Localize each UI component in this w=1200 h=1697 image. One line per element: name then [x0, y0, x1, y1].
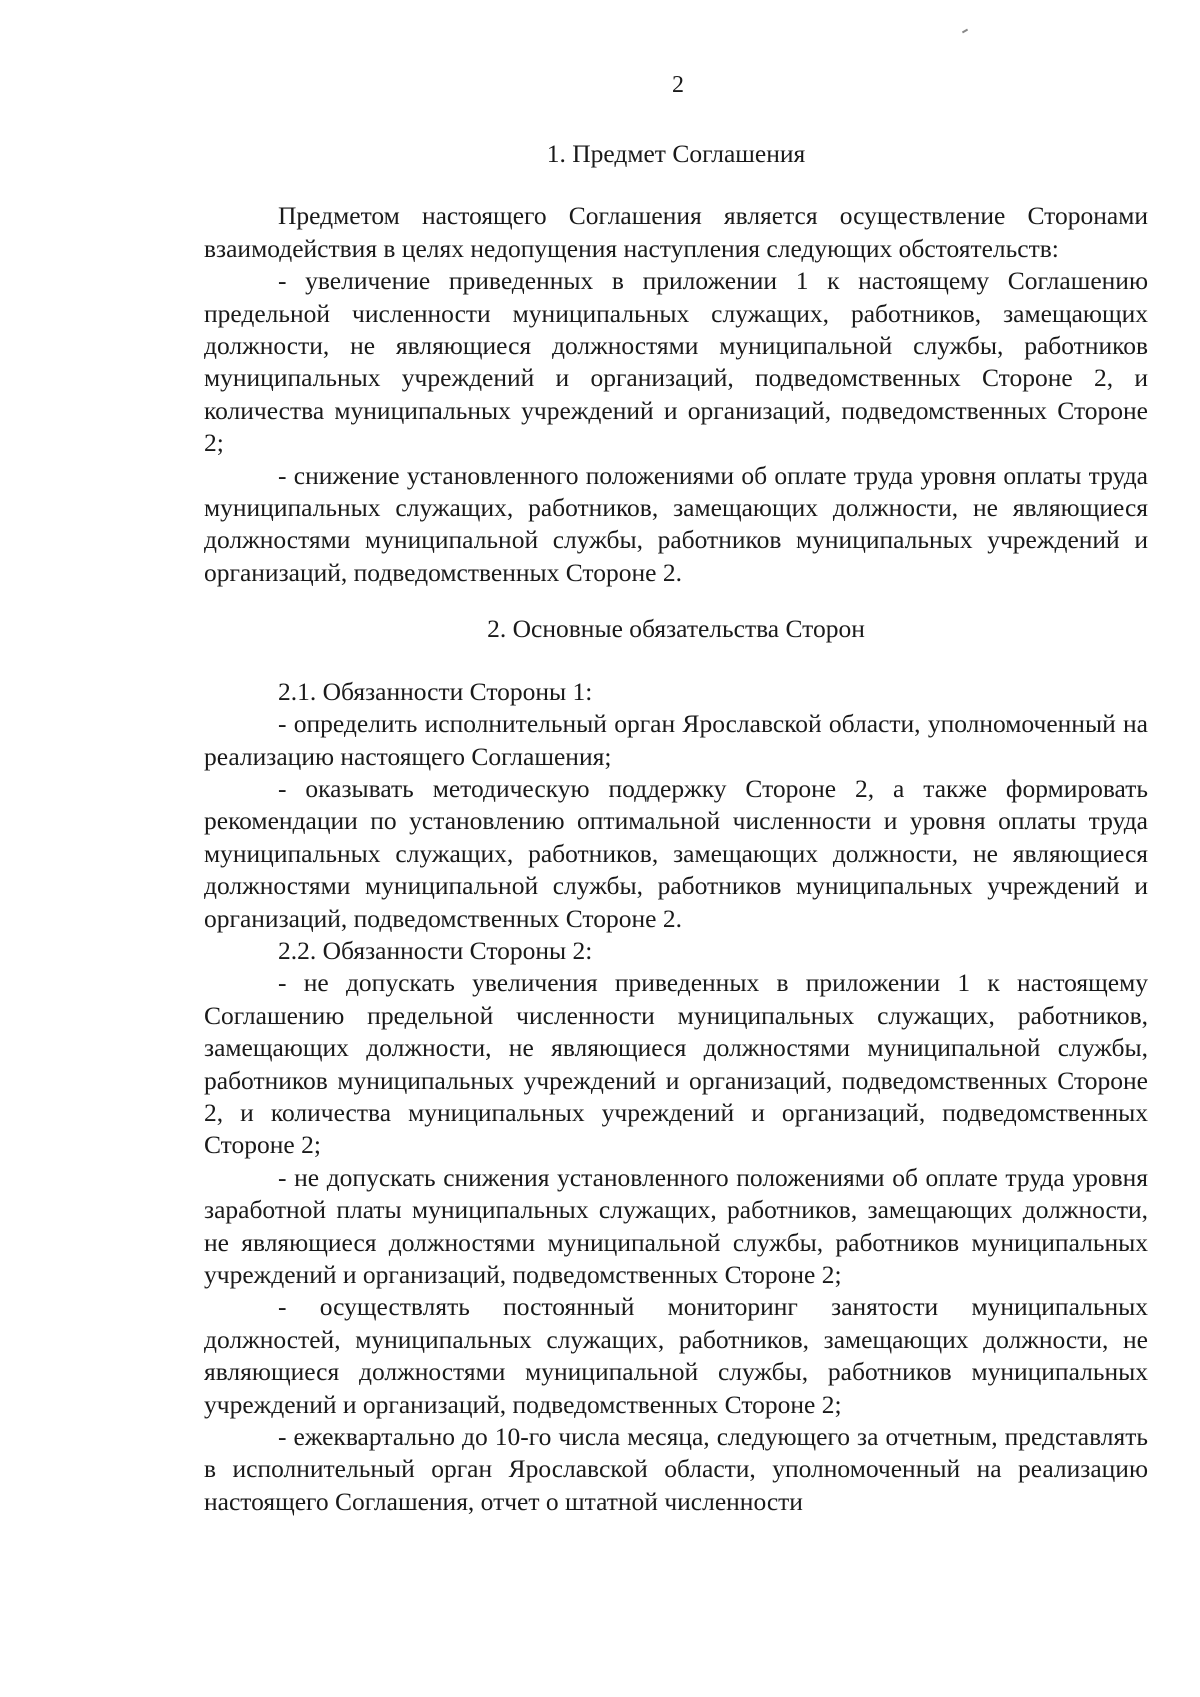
section-1-paragraph: Предметом настоящего Соглашения является осуществление Сторонами взаимодействия в целях недопущения наступления следующих обстоятельств:: [204, 201, 1148, 263]
section-2-paragraph: - определить исполнительный орган Ярославской области, уполномоченный на реализацию настоящего Соглашения;: [204, 709, 1148, 771]
section-2-paragraph: - оказывать методическую поддержку Стороне 2, а также формировать рекомендации по установлению оптимальной численности и уровня оплаты труда муниципальных служащих, работников, замещающих должности, не являющиеся должностями муниципальной службы, работников муниципальных учреждений и организаций, подведомственных Стороне 2.: [204, 773, 1148, 933]
section-2-paragraph: 2.2. Обязанности Стороны 2:: [278, 935, 593, 965]
document-body: [204, 138, 1148, 1518]
section-2-paragraph: - осуществлять постоянный мониторинг занятости муниципальных должностей, муниципальных служащих, работников, замещающих должности, не являющиеся должностями муниципальной службы, работников муниципальных учреждений и организаций, подведомственных Стороне 2;: [204, 1292, 1148, 1419]
section-1-paragraph: - увеличение приведенных в приложении 1 к настоящему Соглашению предельной численности муниципальных служащих, работников, замещающих должности, не являющиеся должностями муниципальной службы, работников муниципальных учреждений и организаций, подведомственных Стороне 2, и количества муниципальных учреждений и организаций, подведомственных Стороне 2;: [204, 266, 1148, 458]
section-1-paragraph: - снижение установленного положениями об оплате труда уровня оплаты труда муниципальных служащих, работников, замещающих должности, не являющиеся должностями муниципальной службы, работников муниципальных учреждений и организаций, подведомственных Стороне 2.: [204, 460, 1148, 587]
section-2-paragraph: - ежеквартально до 10-го числа месяца, следующего за отчетным, представлять в исполнительный орган Ярославской области, уполномоченный на реализацию настоящего Соглашения, отчет о штатной численности: [204, 1422, 1148, 1516]
page-number: 2: [672, 72, 684, 98]
section-2-paragraph: 2.1. Обязанности Стороны 1:: [278, 676, 593, 706]
section-2-paragraph: - не допускать снижения установленного положениями об оплате труда уровня заработной платы муниципальных служащих, работников, замещающих должности, не являющиеся должностями муниципальной службы, работников муниципальных учреждений и организаций, подведомственных Стороне 2;: [204, 1162, 1148, 1289]
section-2-heading: 2. Основные обязательства Сторон: [487, 614, 865, 644]
scan-artifact: [962, 29, 968, 34]
section-2-paragraph: - не допускать увеличения приведенных в приложении 1 к настоящему Соглашению предельной численности муниципальных служащих, работников, замещающих должности, не являющиеся должностями муниципальной службы, работников муниципальных учреждений и организаций, подведомственных Стороне 2, и количества муниципальных учреждений и организаций, подведомственных Стороне 2;: [204, 968, 1148, 1160]
section-1-heading: 1. Предмет Соглашения: [546, 139, 806, 168]
